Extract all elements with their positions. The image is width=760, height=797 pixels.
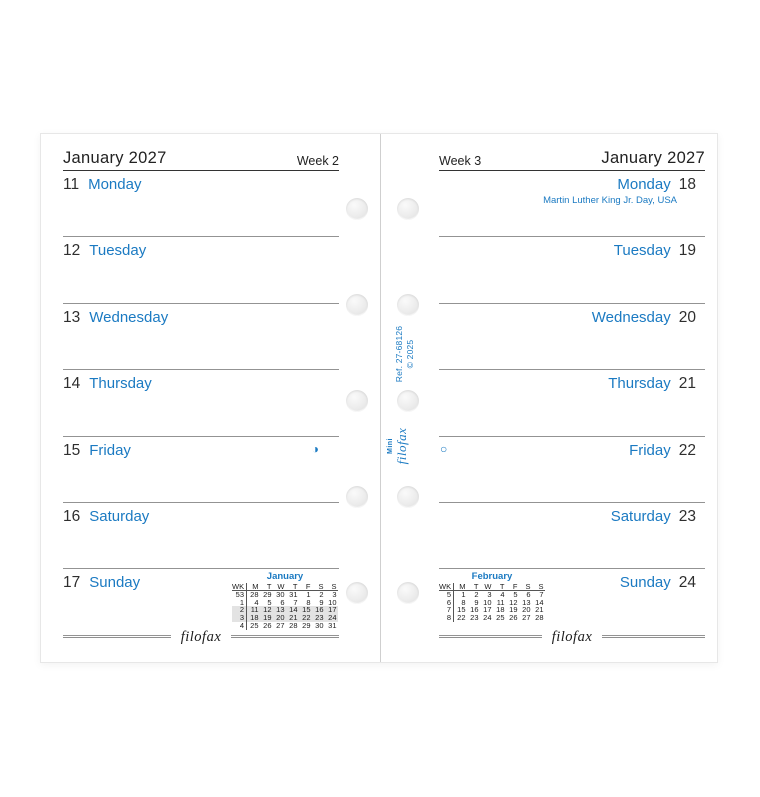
day-number: 15 [63, 441, 81, 459]
punch-hole [346, 294, 368, 316]
filofax-wordmark: filofax [542, 629, 603, 646]
holiday-note: Martin Luther King Jr. Day, USA [543, 195, 677, 206]
right-page-footer [439, 629, 705, 645]
mini-calendar-grid: WK M T W T F S S 5 1 2 3 4 5 6 7 6 8 9 10 11 12 13 14 7 15 16 17 18 19 20 21 8 22 23 24 25 26 27 28 [439, 582, 544, 623]
punch-hole [397, 198, 419, 220]
day-name: Sunday [89, 574, 141, 592]
day-row-tuesday [439, 237, 705, 303]
day-number: 19 [678, 242, 696, 260]
day-name: Friday [629, 441, 671, 459]
left-page-footer [63, 629, 339, 645]
left-page-header [63, 144, 339, 171]
first-quarter-moon-icon: ◑ [311, 441, 319, 456]
punch-hole [397, 582, 419, 604]
day-name: Monday [88, 176, 142, 193]
mini-calendar-title: January [266, 571, 304, 582]
week-number-label: Week 2 [296, 154, 339, 168]
day-name: Monday [617, 176, 671, 193]
day-row-friday [439, 437, 705, 503]
day-number: 11 [63, 176, 80, 193]
copyright-year: © 2025 [405, 339, 415, 369]
day-number: 18 [678, 176, 696, 193]
day-row-thursday [63, 370, 339, 436]
left-page [63, 144, 339, 636]
day-row-saturday [439, 503, 705, 569]
day-row-friday [63, 437, 339, 503]
day-name: Wednesday [89, 308, 169, 326]
day-name: Tuesday [89, 242, 147, 260]
day-number: 23 [678, 507, 696, 525]
reference-number [392, 309, 418, 399]
mini-calendar-title: February [471, 571, 513, 582]
punch-hole [346, 198, 368, 220]
mini-calendar-february [439, 571, 545, 622]
month-year-title: January 2027 [63, 149, 167, 167]
day-row-monday [63, 171, 339, 237]
day-number: 16 [63, 507, 81, 525]
filofax-wordmark: filofax [393, 427, 409, 465]
punch-hole [346, 390, 368, 412]
mini-filofax-logo [384, 416, 410, 476]
right-page-header [439, 144, 705, 171]
punch-hole [346, 486, 368, 508]
day-number: 24 [678, 574, 696, 592]
day-name: Saturday [610, 507, 671, 525]
right-page [439, 144, 705, 636]
punch-hole [397, 486, 419, 508]
mini-label: Mini [386, 438, 394, 454]
day-number: 21 [678, 375, 696, 393]
day-name: Tuesday [613, 242, 671, 260]
day-number: 13 [63, 308, 81, 326]
day-row-thursday [439, 370, 705, 436]
day-name: Thursday [608, 375, 671, 393]
month-year-title: January 2027 [601, 149, 705, 167]
day-row-wednesday [439, 304, 705, 370]
ref-code: Ref. 27-68126 [394, 325, 404, 383]
day-name: Wednesday [591, 308, 671, 326]
day-number: 22 [678, 441, 696, 459]
day-number: 12 [63, 242, 81, 260]
week-number-label: Week 3 [439, 154, 482, 168]
day-row-wednesday [63, 304, 339, 370]
page-center-divider [380, 134, 381, 662]
day-number: 20 [678, 308, 696, 326]
day-row-saturday [63, 503, 339, 569]
day-name: Sunday [619, 574, 671, 592]
day-name: Saturday [89, 507, 150, 525]
day-row-monday [439, 171, 705, 237]
day-name: Friday [89, 441, 131, 459]
day-number: 17 [63, 574, 81, 592]
mini-calendar-january [232, 571, 338, 630]
day-row-tuesday [63, 237, 339, 303]
day-number: 14 [63, 375, 81, 393]
punch-hole [346, 582, 368, 604]
filofax-wordmark: filofax [171, 629, 232, 646]
mini-calendar-grid: WK M T W T F S S 53 28 29 30 31 1 2 3 1 4 5 6 7 8 9 10 2 11 12 13 14 15 16 17 3 18 19 20 21 22 23 24 4 25 26 27 28 29 30 31 [232, 582, 337, 630]
day-name: Thursday [89, 375, 152, 393]
full-moon-icon: ○ [440, 441, 448, 456]
diary-week-spread [40, 133, 718, 663]
